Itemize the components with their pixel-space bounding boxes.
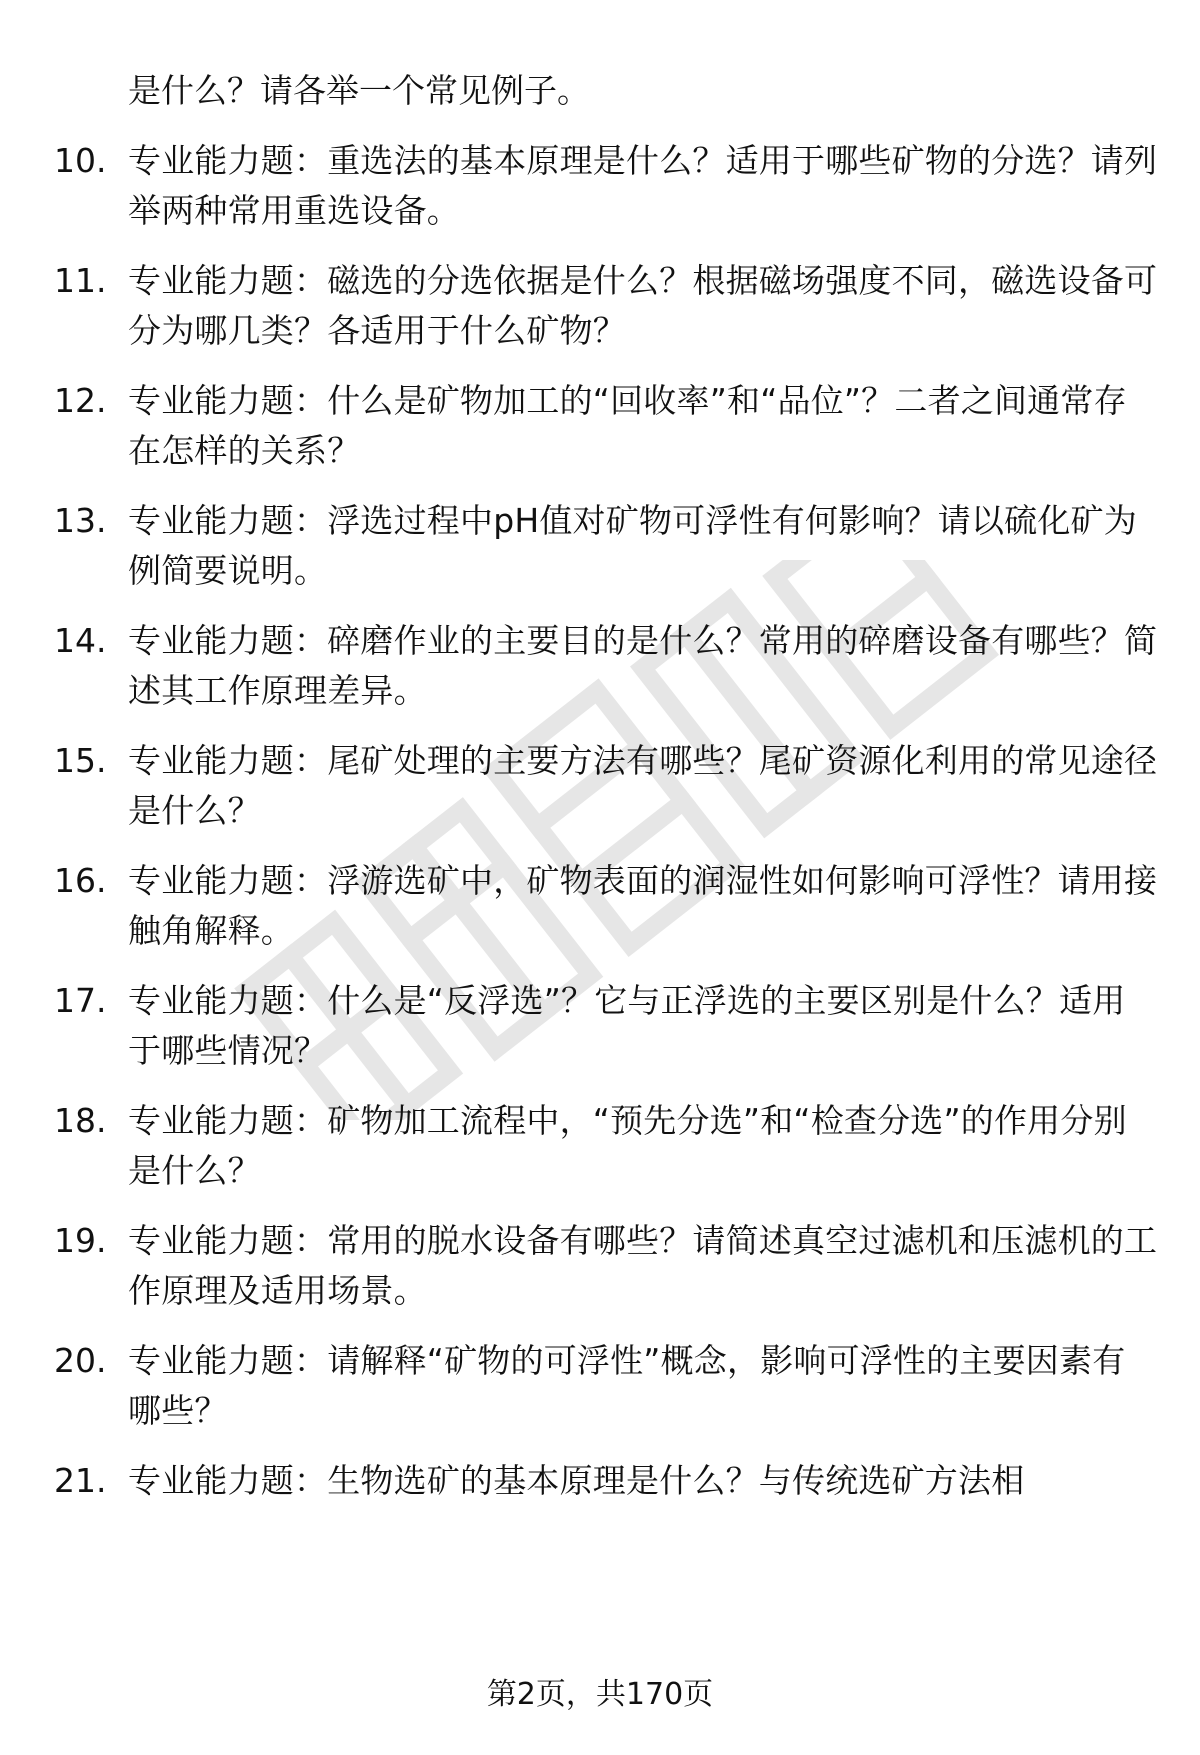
question-item-16	[0, 856, 1200, 956]
question-item-10	[0, 136, 1200, 236]
question-number: 11.	[54, 261, 107, 300]
question-item-17	[0, 976, 1200, 1076]
question-text: 专业能力题：重选法的基本原理是什么？适用于哪些矿物的分选？请列举两种常用重选设备。	[128, 141, 1158, 230]
question-item-20	[0, 1336, 1200, 1436]
question-number: 14.	[54, 621, 107, 660]
question-number: 13.	[54, 501, 107, 540]
question-item-13	[0, 496, 1200, 596]
question-number: 16.	[54, 861, 107, 900]
question-number: 17.	[54, 981, 107, 1020]
question-text: 专业能力题：生物选矿的基本原理是什么？与传统选矿方法相	[128, 1461, 1025, 1500]
continuation-text: 是什么？请各举一个常见例子。	[128, 71, 590, 110]
question-number: 20.	[54, 1341, 107, 1380]
question-text: 专业能力题：尾矿处理的主要方法有哪些？尾矿资源化利用的常见途径是什么？	[128, 741, 1158, 830]
page-footer: 第2页，共170页	[486, 1677, 714, 1712]
question-number: 15.	[54, 741, 107, 780]
question-text: 专业能力题：请解释“矿物的可浮性”概念，影响可浮性的主要因素有哪些？	[128, 1341, 1126, 1430]
question-text: 专业能力题：常用的脱水设备有哪些？请简述真空过滤机和压滤机的工作原理及适用场景。	[128, 1221, 1158, 1310]
question-number: 18.	[54, 1101, 107, 1140]
question-number: 10.	[54, 141, 107, 180]
question-text: 专业能力题：什么是矿物加工的“回收率”和“品位”？二者之间通常存在怎样的关系？	[128, 381, 1127, 470]
question-item-12	[0, 376, 1200, 476]
question-number: 12.	[54, 381, 107, 420]
question-text: 专业能力题：浮选过程中pH值对矿物可浮性有何影响？请以硫化矿为例简要说明。	[128, 501, 1137, 590]
question-number: 21.	[54, 1461, 107, 1500]
question-item-15	[0, 736, 1200, 836]
question-text: 专业能力题：浮游选矿中，矿物表面的润湿性如何影响可浮性？请用接触角解释。	[128, 861, 1158, 950]
question-text: 专业能力题：什么是“反浮选”？它与正浮选的主要区别是什么？适用于哪些情况？	[128, 981, 1126, 1070]
question-list	[0, 66, 1200, 1526]
question-item-18	[0, 1096, 1200, 1196]
question-item-19	[0, 1216, 1200, 1316]
question-text: 专业能力题：矿物加工流程中，“预先分选”和“检查分选”的作用分别是什么？	[128, 1101, 1127, 1190]
question-text: 专业能力题：碎磨作业的主要目的是什么？常用的碎磨设备有哪些？简述其工作原理差异。	[128, 621, 1158, 710]
question-item-21	[0, 1456, 1200, 1506]
question-text: 专业能力题：磁选的分选依据是什么？根据磁场强度不同，磁选设备可分为哪几类？各适用于什么矿物？	[128, 261, 1158, 350]
question-number: 19.	[54, 1221, 107, 1260]
question-item-11	[0, 256, 1200, 356]
question-item-14	[0, 616, 1200, 716]
